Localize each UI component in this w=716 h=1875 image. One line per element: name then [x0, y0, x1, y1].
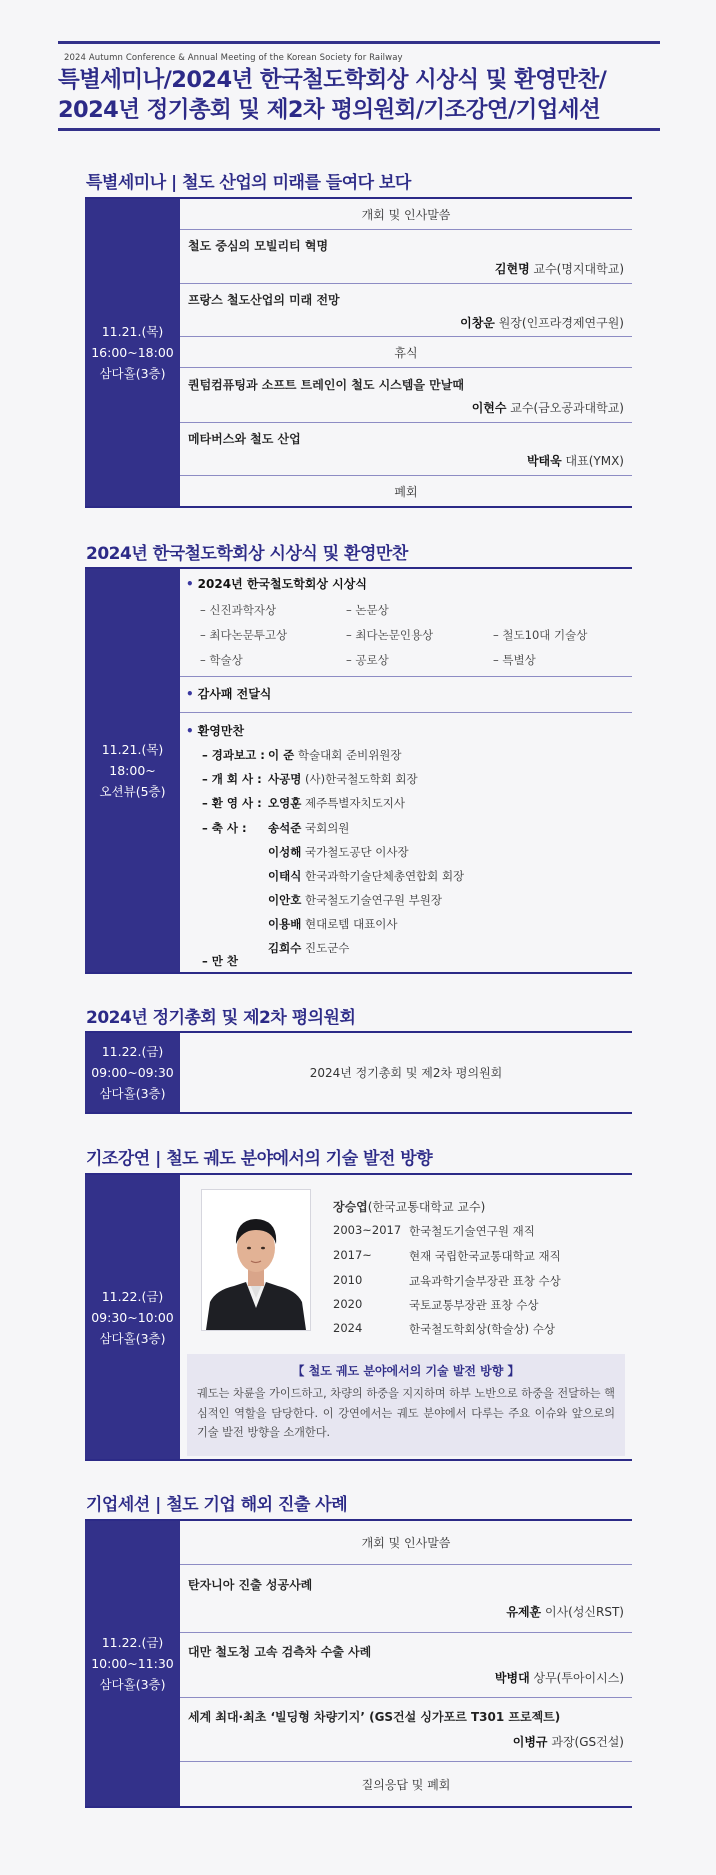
awards-schedule-cell [85, 567, 180, 974]
dinner-row: – 환 영 사 : 오영훈 제주특별자치도지사 [202, 796, 405, 810]
awards-venue: 오션뷰(5층) [99, 784, 166, 799]
speaker-role: 대표(YMX) [561, 454, 624, 468]
meeting-venue: 삼다홀(3층) [99, 1086, 166, 1101]
corporate-opening: 개회 및 인사말씀 [361, 1536, 451, 1550]
keynote-table [85, 1173, 632, 1461]
speaker-name: 박병대 [494, 1671, 530, 1685]
corporate-speaker [506, 1603, 624, 1620]
seminar-talk-title: 메타버스와 철도 산업 [188, 432, 301, 446]
speaker-role: 교수(명지대학교) [529, 262, 624, 276]
meeting-section-title: 2024년 정기총회 및 제2차 평의원회 [86, 1008, 356, 1028]
seminar-closing: 폐회 [394, 485, 418, 499]
page-title-line1: 특별세미나/2024년 한국철도학회상 시상식 및 환영만찬/ [58, 67, 607, 93]
corporate-table [85, 1519, 632, 1808]
dinner-row: – 개 회 사 : 사공명 (사)한국철도학회 회장 [202, 772, 418, 786]
corporate-date: 11.22.(금) [101, 1635, 164, 1650]
plaque-heading: • 감사패 전달식 [186, 687, 272, 701]
page-title [58, 65, 698, 125]
speaker-role: 과장(GS건설) [547, 1735, 624, 1749]
keynote-program: 장승엽(한국교통대학교 교수) 2003~2017 한국철도기술연구원 재직 2017~ 현재 국립한국교통대학교 재직 2010 교육과학기술부장관 표창 수상 2020 국토교통부장관 표창 수상 2024 한국철도학회상(학술상) 수상 【 철도 궤도 분야에서의 기술 발전 방향 】 궤도는 차륜을 가이드하고, 차량의 하중을 지지하며 하부 노반으로 하중을 전달하는 핵심적인 역할을 담당한다. 이 강연에서는 궤도 분야에서 다루는 주요 이슈와 앞으로의 기술 발전 방향을 소개한다. [180, 1173, 632, 1461]
meeting-date: 11.22.(금) [101, 1044, 164, 1059]
keynote-abstract-box [187, 1354, 625, 1456]
header-top-rule [58, 41, 660, 44]
speaker-name: 이창운 [460, 316, 495, 330]
seminar-opening: 개회 및 인사말씀 [361, 208, 451, 222]
speaker-role: 원장(인프라경제연구원) [494, 316, 624, 330]
award-item: – 공로상 [346, 653, 389, 667]
speaker-role: 교수(금오공과대학교) [506, 401, 624, 415]
abstract-body: 궤도는 차륜을 가이드하고, 차량의 하중을 지지하며 하부 노반으로 하중을 전달하는 핵심적인 역할을 담당한다. 이 강연에서는 궤도 분야에서 다루는 주요 이슈와 앞으로의 기술 발전 방향을 소개한다. [197, 1387, 615, 1439]
conference-subtitle: 2024 Autumn Conference & Annual Meeting of the Korean Society for Railway [64, 53, 403, 63]
corporate-talk-title: 대만 철도청 고속 검측차 수출 사례 [188, 1645, 372, 1659]
speaker-role: 이사(성신RST) [541, 1605, 624, 1619]
keynote-date: 11.22.(금) [101, 1288, 164, 1304]
dinner-row: 이안호 한국철도기술연구원 부원장 [268, 893, 442, 907]
keynote-section-title: 기조강연 | 철도 궤도 분야에서의 기술 발전 방향 [86, 1149, 433, 1169]
corporate-speaker [495, 1669, 624, 1686]
dinner-row: 이태식 한국과학기술단체총연합회 회장 [268, 869, 465, 883]
awards-section-title: 2024년 한국철도학회상 시상식 및 환영만찬 [86, 544, 408, 564]
award-item: – 철도10대 기술상 [493, 628, 588, 642]
speaker-portrait-icon [202, 1190, 310, 1330]
bullet-icon: • [186, 687, 194, 701]
corporate-speaker [513, 1733, 624, 1750]
awards-time: 18:00~ [109, 763, 156, 778]
awards-date: 11.21.(목) [101, 742, 164, 757]
corporate-venue: 삼다홀(3층) [99, 1677, 166, 1692]
speaker-name: 이병규 [512, 1735, 548, 1749]
corporate-talk-title: 세계 최대·최초 ‘빌딩형 차량기지’ (GS건설 싱가포르 T301 프로젝트) [188, 1710, 561, 1724]
corporate-talk-title: 탄자니아 진출 성공사례 [188, 1578, 313, 1592]
seminar-speaker [495, 260, 624, 277]
ceremony-heading: • 2024년 한국철도학회상 시상식 [186, 577, 367, 591]
award-item: – 특별상 [493, 653, 536, 667]
speaker-name: 유제훈 [506, 1605, 542, 1619]
speaker-heading [333, 1198, 485, 1215]
speaker-name: 이현수 [471, 401, 507, 415]
speaker-photo [201, 1189, 311, 1331]
dinner-row: – 축 사 : 송석준 국회의원 [202, 821, 350, 835]
dinner-row: 이용배 현대로템 대표이사 [268, 917, 398, 931]
seminar-talk-title: 퀀텀컴퓨팅과 소프트 트레인이 철도 시스템을 만날때 [188, 378, 464, 392]
dinner-toast: – 만 찬 [202, 954, 238, 968]
keynote-time: 09:30~10:00 [91, 1309, 174, 1325]
awards-program [180, 567, 632, 974]
seminar-speaker [472, 399, 624, 416]
seminar-venue: 삼다홀(3층) [99, 366, 166, 381]
award-item: – 논문상 [346, 603, 389, 617]
seminar-time: 16:00~18:00 [91, 345, 174, 360]
meeting-time: 09:00~09:30 [91, 1065, 174, 1080]
keynote-speaker-name: 장승엽 [333, 1200, 368, 1214]
speaker-role: 상무(투아이시스) [529, 1671, 624, 1685]
seminar-date: 11.21.(목) [101, 324, 164, 339]
header-bottom-rule [58, 128, 660, 131]
keynote-speaker-affiliation: (한국교통대학교 교수) [367, 1200, 486, 1214]
seminar-talk-title: 철도 중심의 모빌리티 혁명 [188, 239, 329, 253]
meeting-schedule-cell [85, 1031, 180, 1114]
dinner-row: – 경과보고 : 이 준 학술대회 준비위원장 [202, 748, 402, 762]
keynote-venue: 삼다홀(3층) [99, 1330, 166, 1346]
seminar-section-title: 특별세미나 | 철도 산업의 미래를 들여다 보다 [86, 173, 411, 193]
seminar-talk-title: 프랑스 철도산업의 미래 전망 [188, 293, 340, 307]
award-item: – 최다논문투고상 [200, 628, 288, 642]
seminar-schedule-cell [85, 197, 180, 508]
seminar-speaker [527, 452, 624, 469]
meeting-table [85, 1031, 632, 1114]
page-title-line2: 2024년 정기총회 및 제2차 평의원회/기조강연/기업세션 [58, 97, 601, 123]
corporate-closing: 질의응답 및 폐회 [361, 1778, 451, 1792]
award-item: – 학술상 [200, 653, 243, 667]
awards-table [85, 567, 632, 974]
corporate-program [180, 1519, 632, 1808]
meeting-content: 2024년 정기총회 및 제2차 평의원회 [309, 1066, 503, 1080]
seminar-table [85, 197, 632, 508]
bullet-icon: • [186, 724, 194, 738]
speaker-name: 김현명 [494, 262, 530, 276]
award-item: – 최다논문인용상 [346, 628, 434, 642]
corporate-section-title: 기업세션 | 철도 기업 해외 진출 사례 [86, 1495, 348, 1515]
seminar-break: 휴식 [394, 346, 418, 360]
corporate-schedule-cell [85, 1519, 180, 1808]
dinner-row: 이성해 국가철도공단 이사장 [268, 845, 409, 859]
keynote-schedule-cell [85, 1173, 180, 1461]
bullet-icon: • [186, 577, 194, 591]
abstract-title: 【 철도 궤도 분야에서의 기술 발전 방향 】 [292, 1364, 520, 1378]
speaker-name: 박태욱 [526, 454, 562, 468]
dinner-heading: • 환영만찬 [186, 724, 245, 738]
corporate-time: 10:00~11:30 [91, 1656, 174, 1671]
award-item: – 신진과학자상 [200, 603, 277, 617]
meeting-program [180, 1031, 632, 1114]
seminar-speaker [460, 314, 624, 331]
seminar-program [180, 197, 632, 508]
dinner-row: 김희수 진도군수 [268, 941, 350, 955]
